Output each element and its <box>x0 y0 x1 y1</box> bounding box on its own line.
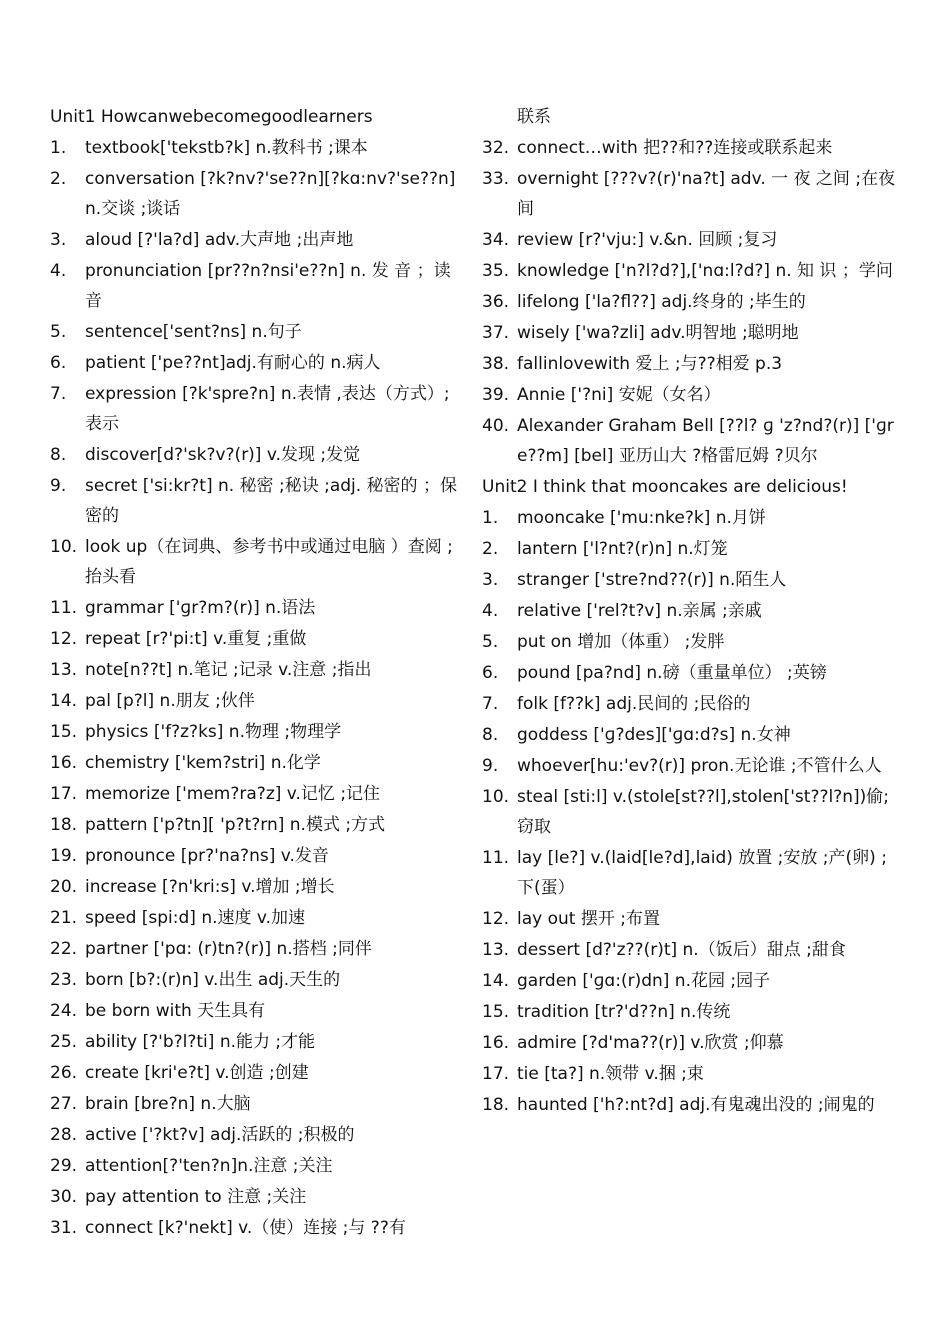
entry-number: 4. <box>50 261 67 281</box>
entry-text: Annie ['?ni] 安妮（女名） <box>517 385 721 405</box>
entry-text: textbook['tekstb?k] n.教科书 ;课本 <box>85 138 368 158</box>
entry-number: 9. <box>482 756 499 776</box>
vocab-entry <box>482 1028 902 1058</box>
vocab-entry <box>50 686 458 716</box>
vocab-entry <box>50 841 458 871</box>
vocab-entry <box>482 1090 902 1120</box>
entry-number: 10. <box>50 537 78 557</box>
vocab-entry <box>482 318 902 348</box>
entry-number: 4. <box>482 601 499 621</box>
entry-number: 13. <box>482 940 510 960</box>
entry-number: 19. <box>50 846 78 866</box>
entry-text: connect [k?'nekt] v.（使）连接 ;与 ??有 <box>85 1218 406 1238</box>
entry-text: dessert [d?'z??(r)t] n.（饭后）甜点 ;甜食 <box>517 940 846 960</box>
entry-text: memorize ['mem?ra?z] v.记忆 ;记住 <box>85 784 381 804</box>
entry-number: 6. <box>482 663 499 683</box>
entry-number: 15. <box>50 722 78 742</box>
vocab-entry <box>482 164 902 224</box>
entry-number: 3. <box>482 570 499 590</box>
vocab-entry <box>50 779 458 809</box>
entry-number: 12. <box>50 629 78 649</box>
entry-text: whoever[hu:'ev?(r)] pron.无论谁 ;不管什么人 <box>517 756 882 776</box>
entry-number: 2. <box>482 539 499 559</box>
entry-number: 27. <box>50 1094 78 1114</box>
entry-number: 39. <box>482 385 510 405</box>
vocab-entry <box>482 565 902 595</box>
unit1-vocab-list <box>50 133 458 1244</box>
entry-number: 26. <box>50 1063 78 1083</box>
entry-number: 13. <box>50 660 78 680</box>
vocab-entry <box>482 843 902 903</box>
vocab-entry <box>50 1151 458 1181</box>
entry-number: 3. <box>50 230 67 250</box>
vocab-entry <box>482 935 902 965</box>
entry-text: chemistry ['kem?stri] n.化学 <box>85 753 321 773</box>
vocab-entry <box>482 411 902 471</box>
entry-number: 16. <box>50 753 78 773</box>
entry-number: 18. <box>50 815 78 835</box>
entry-text: goddess ['ɡ?des]['ɡɑ:d?s] n.女神 <box>517 725 791 745</box>
vocab-entry <box>482 287 902 317</box>
entry-number: 2. <box>50 169 67 189</box>
entry-text: attention[?'ten?n]n.注意 ;关注 <box>85 1156 333 1176</box>
entry-text: tradition [tr?'d??n] n.传统 <box>517 1002 731 1022</box>
left-column <box>50 102 458 1320</box>
vocab-entry <box>50 748 458 778</box>
vocab-entry <box>50 1058 458 1088</box>
vocab-entry <box>50 133 458 163</box>
entry-text: Alexander Graham Bell [??l? ɡ 'z?nd?(r)] ['ɡre??m] [bel] 亚历山大 ?格雷厄姆 ?贝尔 <box>517 416 894 466</box>
vocab-entry <box>482 380 902 410</box>
entry-number: 21. <box>50 908 78 928</box>
entry-number: 7. <box>50 384 67 404</box>
vocab-entry <box>50 965 458 995</box>
vocab-entry <box>482 782 902 842</box>
entry-number: 30. <box>50 1187 78 1207</box>
vocab-entry <box>50 164 458 224</box>
vocab-entry <box>50 624 458 654</box>
vocab-entry <box>482 966 902 996</box>
vocab-entry <box>482 627 902 657</box>
entry-number: 8. <box>50 445 67 465</box>
entry-text: pronounce [pr?'na?ns] v.发音 <box>85 846 329 866</box>
entry-text: be born with 天生具有 <box>85 1001 266 1021</box>
entry-text: stranger ['stre?nd??(r)] n.陌生人 <box>517 570 787 590</box>
vocab-entry <box>50 1213 458 1243</box>
entry-number: 6. <box>50 353 67 373</box>
vocab-entry <box>482 658 902 688</box>
entry-number: 20. <box>50 877 78 897</box>
entry-number: 17. <box>482 1064 510 1084</box>
entry-text: steal [sti:l] v.(stole[st??l],stolen['st??l?n])偷;窃取 <box>517 787 889 837</box>
entry-number: 38. <box>482 354 510 374</box>
vocab-entry <box>482 596 902 626</box>
entry-text: lantern ['l?nt?(r)n] n.灯笼 <box>517 539 728 559</box>
entry-text: admire [?d'ma??(r)] v.欣赏 ;仰慕 <box>517 1033 784 1053</box>
vocab-entry <box>50 1027 458 1057</box>
entry-number: 18. <box>482 1095 510 1115</box>
entry-number: 12. <box>482 909 510 929</box>
entry-number: 40. <box>482 416 510 436</box>
entry-number: 25. <box>50 1032 78 1052</box>
entry-text: knowledge ['n?l?d?],['nɑ:l?d?] n. 知 识 ；学问 <box>517 261 893 281</box>
entry-number: 15. <box>482 1002 510 1022</box>
vocab-entry <box>50 317 458 347</box>
entry-text: pound [pa?nd] n.磅（重量单位） ;英镑 <box>517 663 827 683</box>
entry-number: 7. <box>482 694 499 714</box>
entry-number: 35. <box>482 261 510 281</box>
vocab-entry <box>482 689 902 719</box>
vocab-entry <box>50 440 458 470</box>
vocab-entry <box>482 256 902 286</box>
entry-text: grammar ['ɡr?m?(r)] n.语法 <box>85 598 316 618</box>
entry-text: pronunciation [pr??n?nsi'e??n] n. 发 音 ；读音 <box>85 261 451 311</box>
entry-text: lifelong ['la?fl??] adj.终身的 ;毕生的 <box>517 292 806 312</box>
vocab-entry <box>50 256 458 316</box>
entry-text: mooncake ['mu:nke?k] n.月饼 <box>517 508 766 528</box>
entry-number: 16. <box>482 1033 510 1053</box>
vocab-entry <box>50 379 458 439</box>
vocab-entry <box>482 534 902 564</box>
vocab-entry <box>50 996 458 1026</box>
vocab-entry <box>482 751 902 781</box>
vocab-entry <box>50 717 458 747</box>
entry-number: 22. <box>50 939 78 959</box>
entry-text: tie [ta?] n.领带 v.捆 ;束 <box>517 1064 704 1084</box>
vocab-entry <box>482 997 902 1027</box>
entry-text: sentence['sent?ns] n.句子 <box>85 322 302 342</box>
entry-text: conversation [?k?nv?'se??n][?kɑ:nv?'se??n] n.交谈 ;谈话 <box>85 169 456 219</box>
unit1-vocab-list-continued <box>482 133 902 472</box>
entry-text: partner ['pɑ: (r)tn?(r)] n.搭档 ;同伴 <box>85 939 372 959</box>
vocab-entry <box>50 532 458 592</box>
vocab-entry <box>482 133 902 163</box>
entry-text: patient ['pe??nt]adj.有耐心的 n.病人 <box>85 353 381 373</box>
unit2-heading: Unit2 I think that mooncakes are delicious! <box>482 477 848 497</box>
vocab-entry <box>482 225 902 255</box>
entry-text: wisely ['wa?zli] adv.明智地 ;聪明地 <box>517 323 799 343</box>
vocab-entry <box>50 872 458 902</box>
entry-text: folk [f??k] adj.民间的 ;民俗的 <box>517 694 751 714</box>
entry-number: 11. <box>50 598 78 618</box>
vocab-entry <box>50 225 458 255</box>
entry-text: connect…with 把??和??连接或联系起来 <box>517 138 833 158</box>
entry-number: 32. <box>482 138 510 158</box>
entry-text: haunted ['h?:nt?d] adj.有鬼魂出没的 ;闹鬼的 <box>517 1095 875 1115</box>
entry-number: 24. <box>50 1001 78 1021</box>
entry-number: 34. <box>482 230 510 250</box>
entry-text: active ['?kt?v] adj.活跃的 ;积极的 <box>85 1125 355 1145</box>
unit2-vocab-list <box>482 503 902 1121</box>
entry-text: create [kri'e?t] v.创造 ;创建 <box>85 1063 309 1083</box>
vocab-entry <box>482 503 902 533</box>
entry-text: note[n??t] n.笔记 ;记录 v.注意 ;指出 <box>85 660 372 680</box>
entry-number: 33. <box>482 169 510 189</box>
entry-text: garden ['ɡɑ:(r)dn] n.花园 ;园子 <box>517 971 771 991</box>
entry-number: 11. <box>482 848 510 868</box>
entry-text: born [b?:(r)n] v.出生 adj.天生的 <box>85 970 341 990</box>
entry-text: fallinlovewith 爱上 ;与??相爱 p.3 <box>517 354 783 374</box>
entry-number: 5. <box>482 632 499 652</box>
entry-text: repeat [r?'pi:t] v.重复 ;重做 <box>85 629 307 649</box>
entry-text: ability [?'b?l?ti] n.能力 ;才能 <box>85 1032 316 1052</box>
entry-number: 14. <box>482 971 510 991</box>
vocab-entry <box>50 471 458 531</box>
entry-number: 28. <box>50 1125 78 1145</box>
entry-text: put on 增加（体重） ;发胖 <box>517 632 725 652</box>
entry-number: 10. <box>482 787 510 807</box>
entry-text: speed [spi:d] n.速度 v.加速 <box>85 908 306 928</box>
vocab-entry <box>50 1182 458 1212</box>
entry-number: 1. <box>482 508 499 528</box>
entry-text: pay attention to 注意 ;关注 <box>85 1187 307 1207</box>
continued-text: 联系 <box>517 107 551 127</box>
entry-text: lay [le?] v.(laid[le?d],laid) 放置 ;安放 ;产(卵) ;下(蛋） <box>517 848 887 898</box>
entry-text: increase [?n'kri:s] v.增加 ;增长 <box>85 877 335 897</box>
entry-number: 1. <box>50 138 67 158</box>
entry-number: 29. <box>50 1156 78 1176</box>
vocab-entry <box>50 1120 458 1150</box>
right-column <box>482 102 902 1320</box>
unit1-heading: Unit1 Howcanwebecomegoodlearners <box>50 107 373 127</box>
entry-number: 23. <box>50 970 78 990</box>
entry-text: relative ['rel?t?v] n.亲属 ;亲戚 <box>517 601 762 621</box>
vocab-entry <box>50 903 458 933</box>
entry-text: look up（在词典、参考书中或通过电脑 ）查阅 ;抬头看 <box>85 537 453 587</box>
entry-text: physics ['f?z?ks] n.物理 ;物理学 <box>85 722 342 742</box>
vocab-entry <box>482 1059 902 1089</box>
vocab-entry <box>50 348 458 378</box>
vocab-entry <box>482 349 902 379</box>
entry-text: review [r?'vju:] v.&n. 回顾 ;复习 <box>517 230 778 250</box>
vocab-entry <box>50 810 458 840</box>
vocab-entry <box>50 593 458 623</box>
entry-number: 5. <box>50 322 67 342</box>
vocab-entry <box>50 1089 458 1119</box>
entry-text: lay out 摆开 ;布置 <box>517 909 660 929</box>
entry-text: pal [p?l] n.朋友 ;伙伴 <box>85 691 255 711</box>
vocab-entry <box>50 934 458 964</box>
entry-text: brain [bre?n] n.大脑 <box>85 1094 251 1114</box>
entry-number: 14. <box>50 691 78 711</box>
vocab-entry <box>50 655 458 685</box>
vocab-entry <box>482 904 902 934</box>
entry-number: 37. <box>482 323 510 343</box>
entry-number: 36. <box>482 292 510 312</box>
entry-text: aloud [?'la?d] adv.大声地 ;出声地 <box>85 230 354 250</box>
entry-text: discover[d?'sk?v?(r)] v.发现 ;发觉 <box>85 445 361 465</box>
entry-number: 31. <box>50 1218 78 1238</box>
entry-text: pattern ['p?tn][ 'p?t?rn] n.模式 ;方式 <box>85 815 386 835</box>
entry-text: secret ['si:kr?t] n. 秘密 ;秘诀 ;adj. 秘密的 ；保密的 <box>85 476 457 526</box>
entry-text: expression [?k'spre?n] n.表情 ,表达（方式）;表示 <box>85 384 450 434</box>
entry-number: 17. <box>50 784 78 804</box>
entry-number: 8. <box>482 725 499 745</box>
entry-number: 9. <box>50 476 67 496</box>
vocab-entry <box>482 720 902 750</box>
entry-text: overnight [???v?(r)'na?t] adv. 一 夜 之间 ;在夜间 <box>517 169 896 219</box>
